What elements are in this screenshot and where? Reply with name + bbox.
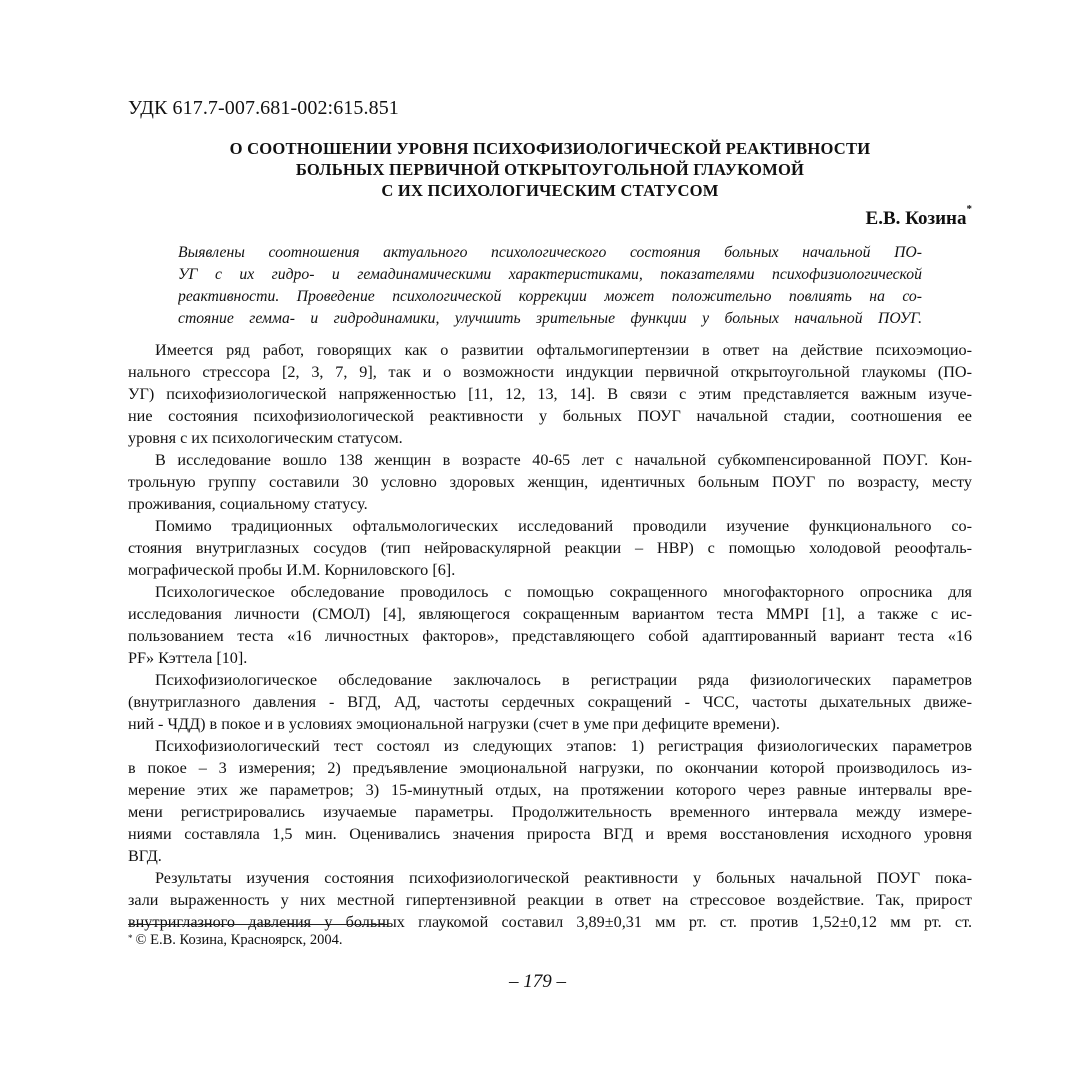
body-line: проживания, социальному статусу. (128, 495, 368, 513)
footnote-divider (128, 924, 388, 925)
footnote (128, 930, 342, 950)
footnote-text: © Е.В. Козина, Красноярск, 2004. (135, 932, 343, 948)
article-title (128, 138, 972, 201)
body-line: мерение этих же параметров; 3) 15-минутный отдых, на протяжении которого через равные интервалы вре- (128, 781, 972, 799)
body-line: Психофизиологический тест состоял из следующих этапов: 1) регистрация физиологических параметров (155, 737, 972, 755)
udk-code: УДК 617.7-007.681-002:615.851 (128, 97, 399, 119)
abstract-line: Выявлены соотношения актуального психологического состояния больных начальной ПО- (178, 244, 922, 261)
body-line: нального стрессора [2, 3, 7, 9], так и о возможности индукции первичной открытоугольной глаукомы (ПО- (128, 363, 972, 381)
author-name (865, 203, 972, 231)
body-line: Результаты изучения состояния психофизиологической реактивности у больных начальной ПОУГ пока- (155, 869, 972, 887)
body-line: в покое – 3 измерения; 2) предъявление эмоциональной нагрузки, по окончании которой производилось из- (128, 759, 972, 777)
body-line: мени регистрировались изучаемые параметры. Продолжительность временного интервала между измере- (128, 803, 972, 821)
author-name-text: Е.В. Козина (865, 208, 967, 229)
abstract (178, 242, 922, 330)
page-number: – 179 – (509, 971, 566, 992)
title-line: С ИХ ПСИХОЛОГИЧЕСКИМ СТАТУСОМ (381, 181, 719, 200)
body-line: исследования личности (СМОЛ) [4], являющегося сокращенным вариантом теста MMPI [1], а также с ис- (128, 605, 972, 623)
abstract-line: стояние гемма- и гидродинамики, улучшить зрительные функции у больных начальной ПОУГ. (178, 310, 922, 327)
body-line: ниями составляла 1,5 мин. Оценивались значения прироста ВГД и время восстановления исходного уровня (128, 825, 972, 843)
body-line: Имеется ряд работ, говорящих как о развитии офтальмогипертензии в ответ на действие психоэмоцио- (155, 341, 972, 359)
body-line: Психологическое обследование проводилось с помощью сокращенного многофакторного опросника для (155, 583, 972, 601)
body-line: зали выраженность у них местной гипертензивной реакции в ответ на стрессовое воздействие. Так, прирост (128, 891, 972, 909)
abstract-line: реактивности. Проведение психологической коррекции может положительно повлиять на со- (178, 288, 922, 305)
body-line: (внутриглазного давления - ВГД, АД, частоты сердечных сокращений - ЧСС, частоты дыхательных движе- (128, 693, 972, 711)
title-line: БОЛЬНЫХ ПЕРВИЧНОЙ ОТКРЫТОУГОЛЬНОЙ ГЛАУКОМОЙ (295, 160, 805, 179)
body-line: УГ) психофизиологической напряженностью [11, 12, 13, 14]. В связи с этим представляется важным изуче- (128, 385, 972, 403)
author-footnote-mark: * (966, 203, 972, 215)
body-line: ние состояния психофизиологической реактивности у больных ПОУГ начальной стадии, соотношения ее (128, 407, 972, 425)
body-line: Психофизиологическое обследование заключалось в регистрации ряда физиологических параметров (155, 671, 972, 689)
body-line: В исследование вошло 138 женщин в возрасте 40-65 лет с начальной субкомпенсированной ПОУГ. Кон- (155, 451, 972, 469)
body-line: внутриглазного давления у больных глаукомой составил 3,89±0,31 мм рт. ст. против 1,52±0,12 мм рт. ст. (128, 913, 972, 931)
footnote-mark: * (128, 933, 133, 943)
body-line: Помимо традиционных офтальмологических исследований проводили изучение функционального со- (155, 517, 972, 535)
title-line: О СООТНОШЕНИИ УРОВНЯ ПСИХОФИЗИОЛОГИЧЕСКОЙ РЕАКТИВНОСТИ (229, 139, 871, 158)
body-line: мографической пробы И.М. Корниловского [6]. (128, 561, 456, 579)
body-line: PF» Кэттела [10]. (128, 649, 248, 667)
body-line: пользованием теста «16 личностных факторов», представляющего собой адаптированный вариант теста «16 (128, 627, 972, 645)
body-line: ний - ЧДД) в покое и в условиях эмоциональной нагрузки (счет в уме при дефиците времени). (128, 715, 780, 733)
abstract-line: УГ с их гидро- и гемадинамическими характеристиками, показателями психофизиологической (178, 266, 922, 283)
body-line: стояния внутриглазных сосудов (тип нейроваскулярной реакции – НВР) с помощью холодовой реоофталь- (128, 539, 972, 557)
body-text (128, 339, 972, 933)
body-line: трольную группу составили 30 условно здоровых женщин, идентичных больным ПОУГ по возрасту, месту (128, 473, 972, 491)
body-line: ВГД. (128, 847, 162, 865)
body-line: уровня с их психологическим статусом. (128, 429, 403, 447)
